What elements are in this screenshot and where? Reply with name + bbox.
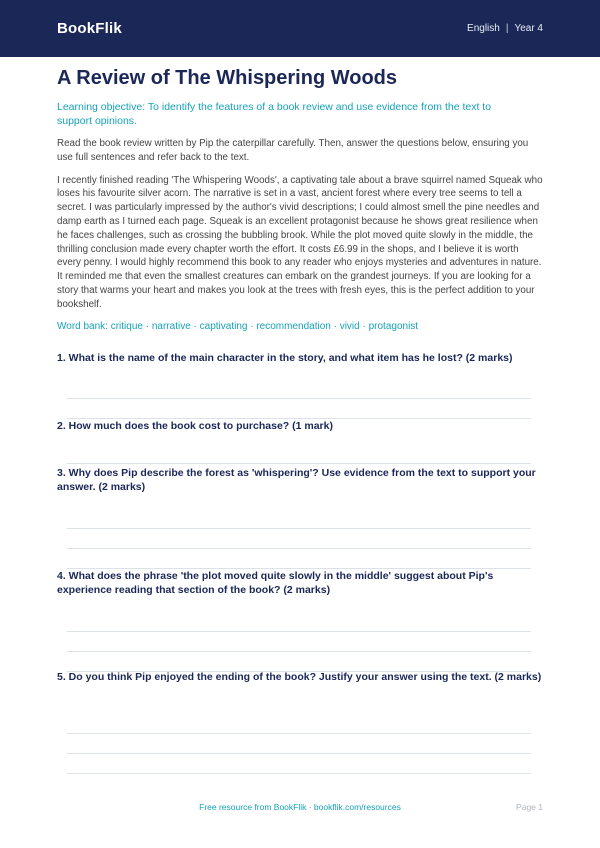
question-3: 3. Why does Pip describe the forest as 'whispering'? Use evidence from the text to support your answer. (2 marks) [57,467,536,493]
answer-line[interactable] [67,528,531,529]
question-5: 5. Do you think Pip enjoyed the ending of the book? Justify your answer using the text. (2 marks) [57,671,542,683]
question-4: 4. What does the phrase 'the plot moved quite slowly in the middle' suggest about Pip's experience reading that section of the book? (2 marks) [57,570,494,596]
book-review-text: I recently finished reading 'The Whispering Woods', a captivating tale about a brave squirrel named Squeak who loses his favourite silver acorn. The narrative is set in a vast, ancient forest where every tree seems to tell a secret. I was particularly impressed by the author's vivid descriptions; I could almost smell the pine needles and damp earth as I turned each page. Squeak is an excellent protagonist because he shows great resilience when he faces challenges, such as crossing the bubbling brook. While the plot moved quite slowly in the middle, the thrilling conclusion made every chapter worth the effort. It costs £6.99 in the shops, and I believe it is worth every penny. I would highly recommend this book to any reader who enjoys mysteries and adventures in nature. It reminded me that even the smallest creatures can embark on the grandest journeys. If you are looking for a story that warms your heart and makes you look at the trees with fresh eyes, this is the perfect addition to your bookshelf. [57,174,543,310]
subject-year [467,23,543,34]
worksheet-intro [57,63,543,334]
page-number: Page 1 [516,802,543,812]
meta-separator: | [505,23,509,34]
answer-line[interactable] [67,651,531,652]
answer-line[interactable] [67,753,531,754]
page-footer [0,802,600,814]
answer-line[interactable] [67,631,531,632]
answer-line[interactable] [67,398,531,399]
year-label: Year 4 [514,23,543,34]
subject-label: English [467,23,500,34]
footer-credit-link[interactable]: Free resource from BookFlik · bookflik.com/resources [199,802,401,812]
answer-line[interactable] [67,733,531,734]
answer-line[interactable] [67,548,531,549]
question-2: 2. How much does the book cost to purchase? (1 mark) [57,420,333,432]
brand-logo[interactable]: BookFlik [57,20,122,37]
site-header [0,0,600,57]
answer-line[interactable] [67,773,531,774]
instructions: Read the book review written by Pip the caterpillar carefully. Then, answer the questions below, ensuring you use full sentences and refer back to the text. [57,138,529,163]
answer-line[interactable] [67,463,531,464]
learning-objective: Learning objective: To identify the features of a book review and use evidence from the text to support opinions. [57,101,492,127]
question-1: 1. What is the name of the main character in the story, and what item has he lost? (2 marks) [57,352,513,364]
page-title: A Review of The Whispering Woods [57,67,398,89]
word-bank: Word bank: critique · narrative · captivating · recommendation · vivid · protagonist [57,320,419,332]
